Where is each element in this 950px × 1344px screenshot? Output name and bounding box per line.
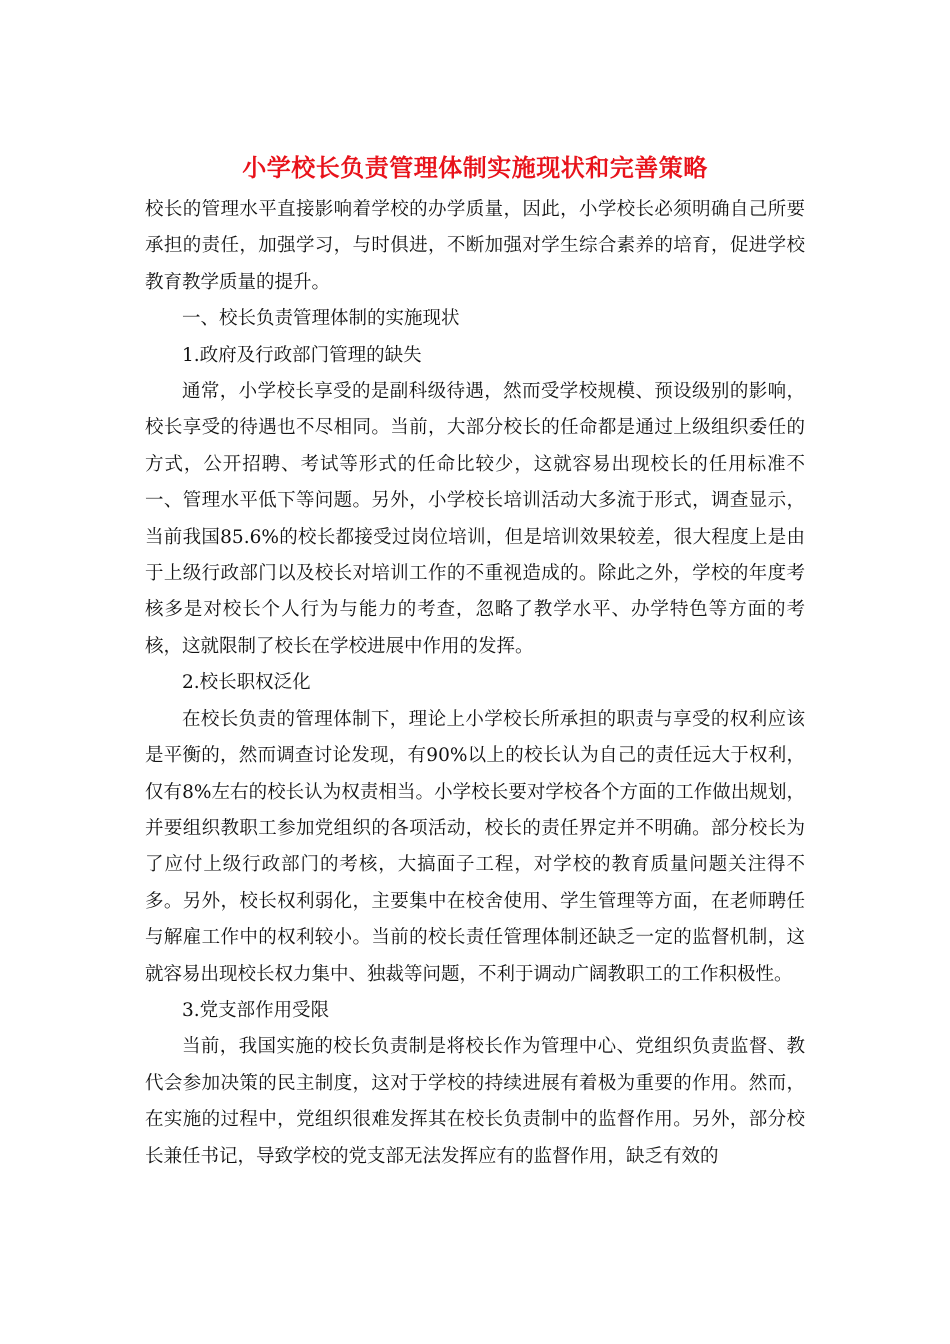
subsection-paragraph-2: 在校长负责的管理体制下，理论上小学校长所承担的职责与享受的权利应该是平衡的，然而调查讨论发现，有90%以上的校长认为自己的责任远大于权利，仅有8%左右的校长认为权责相当。小学校长要对学校各个方面的工作做出规划，并要组织教职工参加党组织的各项活动，校长的责任界定并不明确。部分校长为了应付上级行政部门的考核，大搞面子工程，对学校的教育质量问题关注得不多。另外，校长权利弱化，主要集中在校舍使用、学生管理等方面，在老师聘任与解雇工作中的权利较小。当前的校长责任管理体制还缺乏一定的监督机制，这就容易出现校长权力集中、独裁等问题，不利于调动广阔教职工的工作积极性。 (145, 708, 805, 985)
subsection-paragraph-3: 当前，我国实施的校长负责制是将校长作为管理中心、党组织负责监督、教代会参加决策的民主制度，这对于学校的持续进展有着极为重要的作用。然而，在实施的过程中，党组织很难发挥其在校长负责制中的监督作用。另外，部分校长兼任书记，导致学校的党支部无法发挥应有的监督作用，缺乏有效的 (145, 1036, 805, 1167)
section-heading: 一、校长负责管理体制的实施现状 (182, 308, 460, 330)
subsection-heading-1: 1.政府及行政部门管理的缺失 (182, 344, 422, 366)
intro-paragraph: 校长的管理水平直接影响着学校的办学质量，因此，小学校长必须明确自己所要承担的责任，加强学习，与时俱进，不断加强对学生综合素养的培育，促进学校教育教学质量的提升。 (145, 199, 805, 293)
subsection-heading-3: 3.党支部作用受限 (182, 999, 330, 1021)
subsection-heading-2: 2.校长职权泛化 (182, 672, 311, 694)
document-body (145, 192, 805, 1175)
subsection-paragraph-1: 通常，小学校长享受的是副科级待遇，然而受学校规模、预设级别的影响，校长享受的待遇也不尽相同。当前，大部分校长的任命都是通过上级组织委任的方式，公开招聘、考试等形式的任命比较少，这就容易出现校长的任用标准不一、管理水平低下等问题。另外，小学校长培训活动大多流于形式，调查显示，当前我国85.6%的校长都接受过岗位培训，但是培训效果较差，很大程度上是由于上级行政部门以及校长对培训工作的不重视造成的。除此之外，学校的年度考核多是对校长个人行为与能力的考查，忽略了教学水平、办学特色等方面的考核，这就限制了校长在学校进展中作用的发挥。 (145, 381, 805, 657)
document-title: 小学校长负责管理体制实施现状和完善策略 (242, 153, 708, 182)
